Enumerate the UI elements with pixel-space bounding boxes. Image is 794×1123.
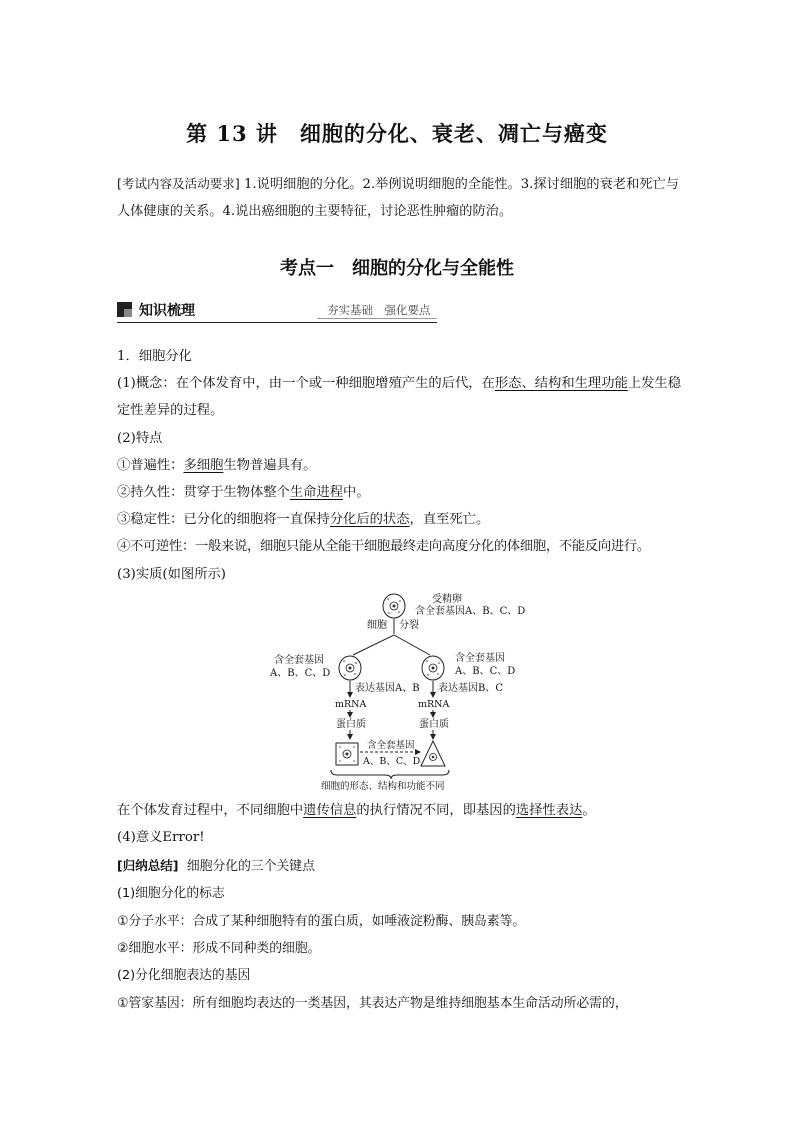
text-span: 上发生稳定性差异的过程。 <box>117 376 682 419</box>
text-span: ①普遍性： <box>117 457 184 473</box>
summary-tag: [归纳总结] <box>117 857 179 873</box>
list-item: ④不可逆性：一般来说，细胞只能从全能干细胞最终走向高度分化的体细胞，不能反向进行。 <box>117 539 650 555</box>
right-genes-2: A、B、C、D <box>455 666 516 677</box>
section-title: 考点一 细胞的分化与全能性 <box>280 258 514 279</box>
divide-right-label: 分裂 <box>399 620 419 631</box>
heading: 1．细胞分化 <box>117 349 192 364</box>
text-span: (1)概念：在个体发育中，由一个或一种细胞增殖产生的后代，在 <box>117 376 495 392</box>
diagram-caption: 细胞的形态、结构和功能不同 <box>321 781 445 792</box>
divide-left-label: 细胞 <box>367 620 387 631</box>
express-right-label: 表达基因B、C <box>438 683 503 694</box>
list-item: ②细胞水平：形成不同种类的细胞。 <box>117 941 321 957</box>
content-body-2 <box>117 797 682 1017</box>
left-genes-2: A、B、C、D <box>270 668 331 679</box>
paragraph <box>117 370 682 424</box>
subheading: (3)实质(如图所示) <box>117 566 226 582</box>
list-item: ①管家基因：所有细胞均表达的一类基因，其表达产物是维持细胞基本生命活动所必需的， <box>117 995 628 1011</box>
summary-title: 细胞分化的三个关键点 <box>186 858 315 874</box>
square-icon <box>117 302 132 317</box>
brace <box>331 770 449 779</box>
bottom-genes-1: 含全套基因 <box>367 740 415 751</box>
list-item: ①分子水平：合成了某种细胞特有的蛋白质，如唾液淀粉酶、胰岛素等。 <box>117 913 526 929</box>
content-body <box>117 343 682 588</box>
protein-left-label: 蛋白质 <box>336 719 366 730</box>
subheading: (1)细胞分化的标志 <box>117 886 225 902</box>
divider <box>317 318 437 319</box>
triangle-cell-icon <box>421 741 445 766</box>
right-cell-icon <box>422 656 444 680</box>
text-span: 中。 <box>343 485 370 501</box>
left-genes-1: 含全套基因 <box>274 655 324 666</box>
paragraph <box>117 797 682 824</box>
subheading: (2)特点 <box>117 430 163 446</box>
subheading: (4)意义Error! <box>117 830 205 846</box>
diagram-svg <box>265 589 535 794</box>
text-span: ③稳定性：已分化的细胞将一直保持 <box>117 512 330 528</box>
mrna-right-label: mRNA <box>418 699 450 710</box>
exam-requirements <box>117 170 679 225</box>
square-cell-icon <box>336 743 358 765</box>
knowledge-bar <box>117 300 437 324</box>
summary-heading <box>117 852 682 880</box>
underlined-term: 多细胞 <box>183 457 224 473</box>
list-item <box>117 506 682 533</box>
express-left-label: 表达基因A、B <box>355 683 420 694</box>
requirements-text: 1.说明细胞的分化。2.举例说明细胞的全能性。3.探讨细胞的衰老和死亡与人体健康的关系。4.说出癌细胞的主要特征，讨论恶性肿瘤的防治。 <box>117 177 679 219</box>
knowledge-bar-label: 知识梳理 <box>139 303 195 319</box>
knowledge-bar-sub: 夯实基础 强化要点 <box>327 303 431 317</box>
right-genes-1: 含全套基因 <box>455 653 505 664</box>
text-span: ②持久性：贯穿于生物体整个 <box>117 485 290 501</box>
mrna-left-label: mRNA <box>335 699 367 710</box>
text-span: 生物普遍具有。 <box>223 457 317 473</box>
list-item <box>117 479 682 506</box>
text-span: 。 <box>582 803 596 818</box>
bottom-genes-2: A、B、C、D <box>363 756 421 767</box>
zygote-genes: 含全套基因A、B、C、D <box>415 606 526 617</box>
differentiation-diagram <box>265 589 535 794</box>
underlined-term: 形态、结构和生理功能 <box>494 376 628 392</box>
text-span: 在个体发育过程中，不同细胞中 <box>117 803 304 818</box>
underlined-term: 选择性表达 <box>515 803 583 818</box>
underlined-term: 生命进程 <box>289 485 344 501</box>
text-span: ，直至死亡。 <box>409 512 490 528</box>
page-title: 第 13 讲 细胞的分化、衰老、凋亡与癌变 <box>186 121 608 146</box>
subheading: (2)分化细胞表达的基因 <box>117 968 251 984</box>
zygote-label: 受精卵 <box>432 594 462 605</box>
left-cell-icon <box>339 656 361 680</box>
protein-right-label: 蛋白质 <box>419 719 449 730</box>
text-span: 的执行情况不同，即基因的 <box>356 803 516 818</box>
underlined-term: 遗传信息 <box>303 803 357 818</box>
requirements-tag: [考试内容及活动要求] <box>117 176 240 191</box>
zygote-cell-icon <box>383 594 405 618</box>
underlined-term: 分化后的状态 <box>329 512 410 528</box>
list-item <box>117 452 682 479</box>
divider <box>117 322 437 323</box>
